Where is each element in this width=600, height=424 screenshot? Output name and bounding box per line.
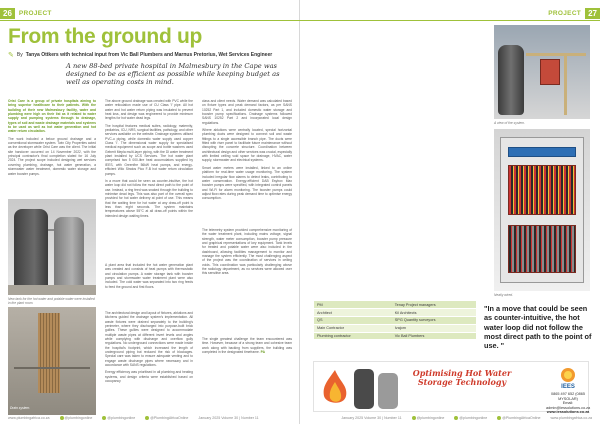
table-row [314,324,476,332]
ad-contact [546,392,590,415]
footer-social [60,416,93,420]
table-row [314,317,476,325]
pull-quote: "In a move that could be seen as counter-intuitive, the hot water loop did not follow the most direct path to the point of use. " [484,304,592,351]
ad-website[interactable]: www.iessolutions.co.za [546,410,590,415]
ad-brand: IEES [561,384,575,390]
left-column-3 [202,99,292,204]
pipe [526,53,586,56]
footer-issue: January 2025 Volume 30 | Number 11 [341,415,402,420]
social-icon [454,416,458,420]
pen-icon: ✎ [8,52,14,59]
company-cell: Tenay Project managers [392,301,476,309]
social-handle: @plumbingonline [416,415,445,420]
lead-paragraph: Orist Care is a group of private hospitals aiming to bring superior healthcare to their patients. With the building of their new Malmesbury facility, water and plumbing were high on their list as it related to water supply and pumping systems through to drainage, types of soil and waste drainage materials and systems to be used as well as hot water generation and hot water return circulation. [8,99,96,134]
footer-social [497,416,540,420]
advertisement[interactable] [313,361,591,415]
social-handle: @PlumbingAfricaOnline [150,415,189,420]
social-icon [145,416,149,420]
byline [8,51,293,59]
role-cell: Architect [314,309,392,317]
drain-grating [38,313,60,393]
page-number: 26 [0,8,15,19]
ad-phone: 0865 497 652 (0865 MYSOLAR) [551,392,585,401]
social-icon [102,416,106,420]
footer-site: www.plumbingafrica.co.za [8,415,50,420]
footer-social [412,416,445,420]
section-label: PROJECT [18,10,52,17]
social-icon [412,416,416,420]
role-cell: Plumbing contractor [314,332,392,340]
project-team-table [314,301,476,340]
table-row [314,309,476,317]
header-rule [300,20,600,21]
breaker-row [508,147,576,157]
storage-tank [498,45,524,115]
flame-graphic [318,368,352,408]
company-cell: Kil Architects [392,309,476,317]
table-row [314,332,476,340]
storage-tank [14,209,48,289]
left-column-1 [8,99,96,179]
body-paragraph: Where ablutions were centrally located, special horizontal plumbing ducts were designed to connect soil and waste fittings to a single accessible branch pipe. The ducts were fitted with riser panel to facilitate future maintenance without disrupting the concrete structure. Coordination between architectural design and other services was crucial, especially with limited ceiling void space for drainage, HVAC, water supply, stormwater and electrical systems. [202,128,292,163]
role-cell: PM [314,301,392,309]
body-paragraph: The hospital features medical suites, radiology, maternity, pediatrics, ICU, NRS, surgical facilities, pathology, and other services available on the website. Drainage systems utilised PVC-u piping, while domestic water supply used copper Class 'I'. The dimensional water supply for specialised medical equipment such as scope and bottle washers used Geberit Mepla multi-layer piping, with the DI water treatment plant installed by UCS Services. The hot water plant comprised two 5 000-litre heat accumulators supplied by IEES, with Greenfire 56kW heat pumps, and energy-efficient Wilo Stratos Pico F-B hot water return circulation pumps. [105,123,193,176]
left-column-3c [202,337,292,357]
body-paragraph: Smart water meters were installed, linked to an online platform for real-time water usage monitoring. The system included irregular flow alarms to detect leaks, contributing to water conservation. Energy-efficient DAB Esybox Max booster pumps were specified, with integrated control panels and Wi-Fi for alarm monitoring. The booster pumps could adjust flow rates during peak demand time to optimise energy consumption. [202,165,292,201]
ad-email[interactable]: Email: admin@iessolutions.co.za [546,401,591,410]
page-number: 27 [585,8,600,19]
pipe [48,229,54,231]
photo-caption: Drain system. [10,406,31,410]
body-paragraph: The above ground drainage was created with PVC while the water reticulation made use of CU Class 'I' pipe. All hot water and hot water return piping was insulated to prevent heat loss, and design was engineered to provide minimum lengths for hot water dead legs. [105,99,193,121]
plant-room-photo [494,25,590,119]
closing-text: The single greatest challenge the team encountered was time. However, because of a strong team and cohesive team work along with backing from suppliers, the building was completed in the designated timeframe. [202,337,292,355]
wiring-bundle [508,225,576,273]
ad-headline: Optimising Hot Water Storage Technology [412,368,512,387]
social-icon [60,416,64,420]
footer-social [454,416,487,420]
tanks-graphic [352,365,400,410]
storage-tank [54,217,84,289]
role-cell: Main Contractor [314,324,392,332]
tanks-photo [8,199,96,295]
end-mark: PA [260,350,265,355]
pump-unit [540,59,560,85]
body-paragraph: The work included a below ground drainage and a conventional stormwater system. Twin City Properties acted as the developer while Orist Care was the client. The initial site handover occurred on 14 November 2022, with the principal contractor's final completion slated for 16 July 2024. The project scope included designing wet services covering plumbing, drainage, hot water generation, a stormwater water treatment, domestic water storage and water booster pumps. [8,136,96,176]
left-column-2b [105,263,193,292]
floor [8,285,96,295]
left-header [0,8,300,19]
drain-photo [8,307,96,415]
photo-caption: A view of the system. [494,121,526,125]
footer-issue: January 2025 Volume 30 | Number 11 [198,415,259,420]
footer-social [145,416,188,420]
pipe [564,55,567,115]
byline-prefix: By [16,52,23,58]
body-paragraph: Energy efficiency was prioritised in all plumbing and heating systems, and design criteria were established based on occupancy [105,370,193,384]
footer-site: www.plumbingafrica.co.za [550,415,592,420]
role-cell: QS [314,317,392,325]
footer-social [102,416,135,420]
table-row [314,301,476,309]
right-footer [341,416,592,420]
company-cell: SPG Quantity surveyors [392,317,476,325]
article-title: From the ground up [8,25,203,48]
body-paragraph: A plant area that included the hot water generation plant was created and consists of heat pumps with thermostatic and circulation pumps. A water storage tank with booster pumps and stormwater water treatment plant were also included. The cold water was separated into two ring feeds to feed the ground and first floors. [105,263,193,289]
photo-caption: Neatly wired. [494,293,514,297]
social-handle: @plumbingonline [107,415,136,420]
company-cell: Vic Ball Plumbers [392,332,476,340]
floor-joint [14,367,90,369]
social-handle: @plumbingonline [459,415,488,420]
header-rule [0,20,300,21]
body-paragraph [202,337,292,354]
right-header [300,8,600,19]
left-column-2 [105,99,193,221]
body-paragraph: In a move that could be seen as counter-intuitive, the hot water loop did not follow the most direct path to the point of use. Instead, a ring feed was snaked through the building to minimise dead legs. This was also part of the overall spec provided for hot water delivery at point of use. This means that the waiting time for hot water at any draw-off point is less than eight seconds. The system maintains temperatures above 55°C at all draw-off points within the intended design waiting times. [105,178,193,218]
left-footer [8,416,259,420]
photo-caption: New tank for the hot water and potable water were installed in the plant room. [8,297,95,305]
left-column-2c [105,311,193,387]
standfirst: A new 88-bed private hospital in Malmesbury in the Cape was designed to be as efficient as possible while keeping budget as well as operating costs in mind. [66,62,280,86]
social-handle: @plumbingonline [64,415,93,420]
company-cell: Ivajom [392,324,476,332]
right-page [300,0,600,424]
body-paragraph: class and client needs. Water demand was calculated based on fixture types and peak demand factors, as per SANS 10252 Part 1, and included domestic water storage and booster pump specifications. Drainage systems followed SANS 10252 Part 2 and incorporated local design regulations. [202,99,292,125]
section-label: PROJECT [548,10,582,17]
body-paragraph: The telemetry system provided comprehensive monitoring of the water treatment plant, including mains voltage, signal strength, water meter consumption, booster pump pressure and graphical representations of key equipment. Tank levels for treated and potable water were also included in the dashboard, allowing facilities management to monitor and manage the system efficiently. The most challenging aspect of the project was the coordination of services in ceiling voids. This coordination was particularly challenging above the radiology department, as no services were allowed over this sensitive area. [202,228,292,276]
wiring-photo [494,129,590,291]
left-column-3b [202,228,292,279]
byline-authors: Tanya Ottkers with technical input from Vic Ball Plumbers and Marnus Pretorius, Wet Services Engineer [25,52,273,58]
wiring-bundle [508,165,576,215]
social-handle: @PlumbingAfricaOnline [502,415,541,420]
body-paragraph: The architectural design and layout of fixtures, ablutions and kitchens guided the drainage system's implementation. All waste fixtures were drained separately to the building's perimeter, where they discharged into purpose-built brick gullies. These gullies were designed to accommodate multiple waste pipes at different invert levels and angles while complying with discharge and overflow gully regulations. No underground connections were made inside the hospital's footprint, which increased the length of underground piping but reduced the risk of blockages. Special care was taken to ensure adequate venting and to engage waste discharge pipes where necessary and in accordance with SANS regulations. [105,311,193,368]
social-icon [497,416,501,420]
